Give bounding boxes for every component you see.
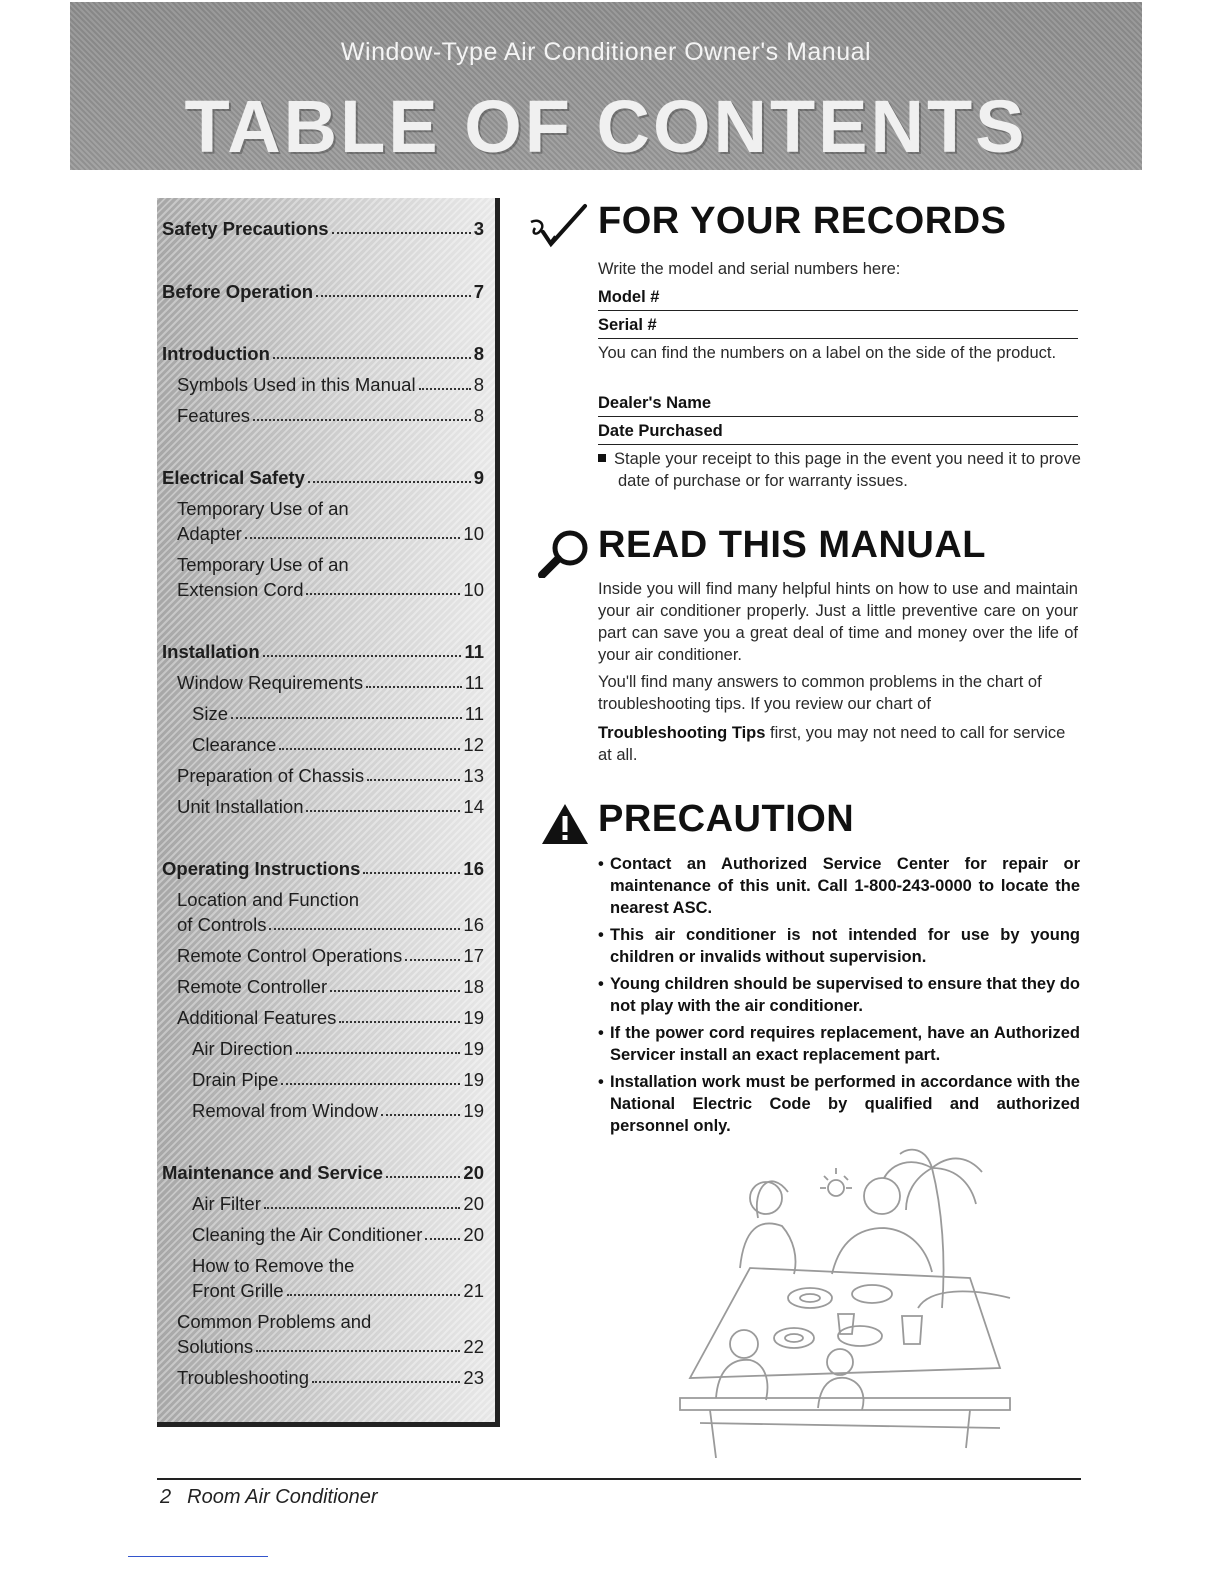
list-item: • Young children should be supervised to ensure that they do not play with the air conditioner. (598, 975, 1081, 1015)
toc-entry[interactable]: Air Filter 20 (192, 1193, 484, 1214)
toc-entry[interactable]: of Controls 16 (177, 914, 484, 935)
toc-entry[interactable]: Preparation of Chassis 13 (177, 765, 484, 786)
page-number: 2 (160, 1486, 172, 1508)
toc-entry[interactable]: Electrical Safety 9 (162, 467, 484, 488)
list-item: • This air conditioner is not intended for use by young children or invalids without supervision. (598, 926, 1080, 966)
magnifier-icon (536, 528, 592, 578)
toc-entry[interactable]: Before Operation 7 (162, 281, 484, 302)
toc-entry[interactable]: Symbols Used in this Manual 8 (177, 374, 484, 395)
toc-entry[interactable]: Features 8 (177, 405, 484, 426)
toc-entry[interactable]: Remote Controller 18 (177, 976, 484, 997)
serial-number-field[interactable]: Serial # (598, 314, 1078, 339)
toc-entry-line1: Temporary Use of an (177, 498, 349, 519)
header-banner (70, 2, 1142, 170)
toc-entry[interactable]: Cleaning the Air Conditioner 20 (192, 1224, 484, 1245)
toc-entry[interactable]: Installation 11 (162, 641, 484, 662)
read-manual-para3: Troubleshooting Tips first, you may not need to call for service at all. (598, 724, 1066, 764)
toc-entry[interactable]: Introduction 8 (162, 343, 484, 364)
read-manual-heading: READ THIS MANUAL (598, 524, 986, 566)
pencil-check-icon (525, 200, 591, 250)
dealer-name-field[interactable]: Dealer's Name (598, 392, 1078, 417)
toc-entry[interactable]: Safety Precautions 3 (162, 218, 484, 239)
manual-subtitle: Window-Type Air Conditioner Owner's Manual (340, 38, 872, 66)
square-bullet-icon (598, 454, 606, 462)
precaution-heading: PRECAUTION (598, 798, 855, 840)
toc-entry[interactable]: Remote Control Operations 17 (177, 945, 484, 966)
footer-rule (157, 1478, 1081, 1480)
page-title: TABLE OF CONTENTS (184, 85, 1028, 168)
toc-entry[interactable]: Clearance 12 (192, 734, 484, 755)
records-intro: Write the model and serial numbers here: (598, 260, 901, 278)
toc-entry-line1: Location and Function (177, 889, 360, 910)
toc-entry[interactable]: Solutions 22 (177, 1336, 484, 1357)
records-heading: FOR YOUR RECORDS (598, 200, 1007, 242)
toc-entry[interactable]: Front Grille 21 (192, 1280, 484, 1301)
staple-note: Staple your receipt to this page in the event you need it to prove date of purchase or for warranty issues. (598, 448, 1098, 492)
toc-entry[interactable]: Operating Instructions 16 (162, 858, 484, 879)
toc-entry[interactable]: Air Direction 19 (192, 1038, 484, 1059)
toc-entry[interactable]: Extension Cord 10 (177, 579, 484, 600)
toc-entry[interactable]: Adapter 10 (177, 523, 484, 544)
read-manual-para2: You'll find many answers to common problems in the chart of troubleshooting tips. If you review our chart of (598, 673, 1042, 713)
divider (128, 1556, 268, 1557)
list-item: • If the power cord requires replacement, have an Authorized Servicer install an exact replacement part. (598, 1024, 1080, 1064)
toc-entry-line1: Temporary Use of an (177, 554, 349, 575)
toc-entry[interactable]: Maintenance and Service 20 (162, 1162, 484, 1183)
read-manual-para1: Inside you will find many helpful hints on how to use and maintain your air conditioner properly. Just a little preventive care on your part can save you a great deal of time and money over the life of your air conditioner. (598, 580, 1078, 664)
model-number-field[interactable]: Model # (598, 286, 1078, 311)
picnic-illustration (670, 1148, 1020, 1458)
footer (160, 1486, 378, 1509)
table-of-contents (157, 198, 500, 1427)
toc-entry[interactable]: Additional Features 19 (177, 1007, 484, 1028)
date-purchased-field[interactable]: Date Purchased (598, 420, 1078, 445)
toc-entry[interactable]: Drain Pipe 19 (192, 1069, 484, 1090)
toc-entry[interactable]: Window Requirements 11 (177, 672, 484, 693)
toc-entry-line1: How to Remove the (192, 1255, 355, 1276)
toc-entry[interactable]: Size 11 (192, 703, 484, 724)
toc-entry-line1: Common Problems and (177, 1311, 372, 1332)
warning-icon (540, 802, 590, 846)
toc-entry[interactable]: Removal from Window 19 (192, 1100, 484, 1121)
list-item: • Contact an Authorized Service Center for repair or maintenance of this unit. Call 1-800-243-0000 to locate the nearest ASC. (598, 855, 1080, 917)
footer-title: Room Air Conditioner (187, 1486, 378, 1508)
toc-entry[interactable]: Troubleshooting 23 (177, 1367, 484, 1388)
list-item: • Installation work must be performed in accordance with the National Electric Code by qualified and authorized personnel only. (598, 1073, 1080, 1135)
records-find-text: You can find the numbers on a label on the side of the product. (598, 344, 1057, 362)
toc-entry[interactable]: Unit Installation 14 (177, 796, 484, 817)
precaution-list (598, 853, 1080, 1142)
